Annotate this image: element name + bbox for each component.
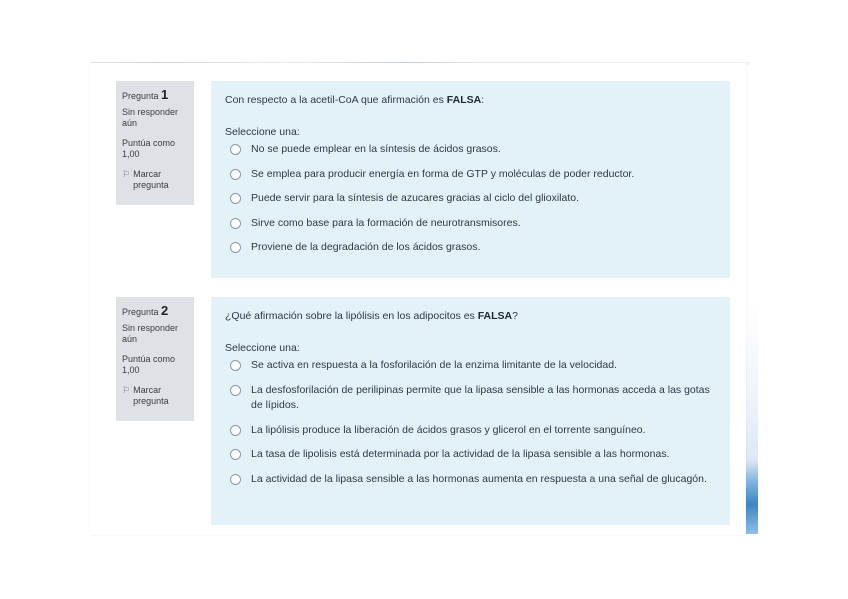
background-image-strip [744,460,758,534]
answer-option-label[interactable]: Se activa en respuesta a la fosforilación de la enzima limitante de la velocidad. [251,359,617,371]
answer-option-label[interactable]: La actividad de la lipasa sensible a las hormonas aumenta en respuesta a una señal de glucagón. [251,472,707,485]
question-grade: Puntúa como 1,00 [122,353,176,375]
question-content [211,297,730,525]
radio-button[interactable] [230,385,241,396]
background-strip [744,300,758,460]
flag-question-button[interactable] [122,385,188,408]
question-content [211,81,730,278]
flag-question-button[interactable] [122,169,188,192]
answer-option-label[interactable]: Puede servir para la síntesis de azucares gracias al ciclo del glioxilato. [251,192,579,204]
flag-label: Marcar pregunta [133,168,169,190]
question-info [116,297,194,421]
question-text-end: : [481,94,485,106]
answer-option-label[interactable]: Proviene de la degradación de los ácidos grasos. [251,241,481,253]
question-grade: Puntúa como 1,00 [122,137,176,159]
radio-button[interactable] [230,425,241,436]
flag-label: Marcar pregunta [133,384,169,406]
answer-option[interactable] [225,216,716,232]
answer-option[interactable] [225,142,716,158]
answer-prompt: Seleccione una: [225,126,300,138]
flag-icon: ⚐ [122,168,131,179]
question-number-line [122,305,188,319]
question-number-line [122,89,188,103]
radio-button[interactable] [230,218,241,229]
question-label: Pregunta [122,91,159,101]
question-text [225,309,716,323]
answer-option-label[interactable]: La lipólisis produce la liberación de ácidos grasos y glicerol en el torrente sanguíneo. [251,423,646,436]
question-number: 1 [161,87,169,102]
radio-button[interactable] [230,449,241,460]
answer-option-label[interactable]: Sirve como base para la formación de neurotransmisores. [251,216,521,229]
answer-option[interactable] [225,167,716,183]
question-state: Sin responder aún [122,106,179,128]
question-number: 2 [161,303,169,318]
question-info [116,81,194,205]
radio-button[interactable] [230,169,241,180]
answer-option[interactable] [225,191,716,207]
question-text-start: Con respecto a la acetil-CoA que afirmación es [225,94,447,106]
radio-button[interactable] [230,144,241,155]
radio-button[interactable] [230,242,241,253]
answer-option[interactable] [225,383,716,414]
answer-option-label[interactable]: Se emplea para producir energía en forma de GTP y moléculas de poder reductor. [251,167,635,180]
question-text-end: ? [512,310,518,322]
question-text-start: ¿Qué afirmación sobre la lipólisis en los adipocitos es [225,310,478,322]
radio-button[interactable] [230,193,241,204]
answer-option-label[interactable]: La desfosforilación de perilipinas permite que la lipasa sensible a las hormonas acceda a las gotas de lípidos. [251,383,710,411]
answer-prompt: Seleccione una: [225,342,300,354]
radio-button[interactable] [230,474,241,485]
question-text [225,93,716,107]
answer-option[interactable] [225,447,716,463]
question-state: Sin responder aún [122,322,179,344]
question-label: Pregunta [122,307,159,317]
answer-option[interactable] [225,358,716,374]
question-text-bold: FALSA [477,310,513,322]
answer-option-label[interactable]: No se puede emplear en la síntesis de ácidos grasos. [251,143,501,155]
answer-option-label[interactable]: La tasa de lipolisis está determinada por la actividad de la lipasa sensible a las hormonas. [251,448,670,460]
flag-icon: ⚐ [122,384,131,395]
answer-option[interactable] [225,423,716,439]
radio-button[interactable] [230,360,241,371]
answer-option[interactable] [225,472,716,488]
answer-option[interactable] [225,240,716,256]
question-text-bold: FALSA [446,94,482,106]
